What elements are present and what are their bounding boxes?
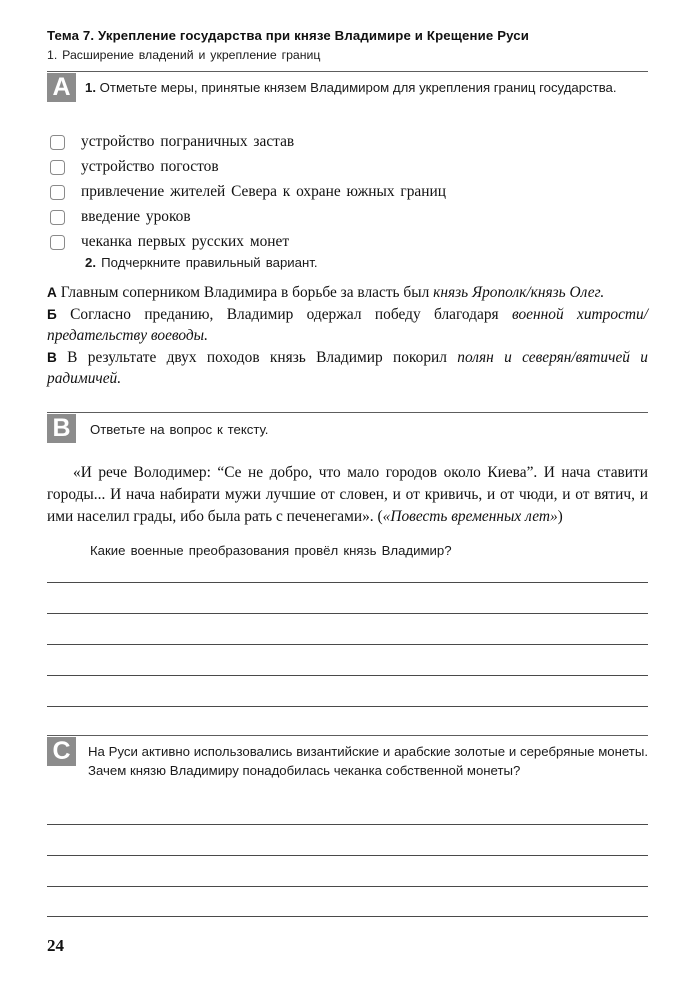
option-label: устройство погостов xyxy=(81,158,219,175)
variant-text: В результате двух походов князь Владимир покорил xyxy=(67,348,458,366)
checkbox-icon[interactable] xyxy=(50,210,65,225)
variant-row[interactable] xyxy=(47,282,648,304)
section-divider-b xyxy=(47,412,648,413)
variant-marker: В xyxy=(47,349,57,365)
variant-row[interactable] xyxy=(47,304,648,347)
document-header xyxy=(47,28,647,62)
checkbox-icon[interactable] xyxy=(50,235,65,250)
variant-choices[interactable]: князь Ярополк/князь Олег. xyxy=(433,284,605,301)
section-c-question: На Руси активно использовались византийские и арабские золотые и серебряные монеты. Зачем князю Владимиру понадобилась чеканка собственной монеты? xyxy=(88,744,648,779)
section-badge-a: A xyxy=(47,73,76,102)
list-item[interactable] xyxy=(50,231,648,256)
task-2-prompt xyxy=(85,255,318,270)
section-b-heading: Ответьте на вопрос к тексту. xyxy=(90,422,269,437)
checkbox-icon[interactable] xyxy=(50,135,65,150)
checkbox-icon[interactable] xyxy=(50,160,65,175)
answer-line[interactable] xyxy=(47,644,648,645)
quote-body: «И рече Володимер: “Се не добро, что мало городов около Киева”. И нача ставити городы... И нача набирати мужи лучшие от словен, и от кривичь, и от чюди, и от вятич, и ими населил грады, ибо была рать с печенегами». ( xyxy=(47,464,648,525)
answer-line[interactable] xyxy=(47,916,648,917)
option-label: чеканка первых русских монет xyxy=(81,233,290,250)
task-1-number: 1. xyxy=(85,80,96,95)
option-label: устройство пограничных застав xyxy=(81,133,295,150)
task-1-prompt xyxy=(85,79,648,98)
task-1-text: Отметьте меры, принятые князем Владимиром для укрепления границ государства. xyxy=(99,80,617,95)
page-number: 24 xyxy=(47,936,64,955)
page-subtitle: 1. Расширение владений и укрепление границ xyxy=(47,47,321,62)
answer-line[interactable] xyxy=(47,824,648,825)
variant-text: Согласно преданию, Владимир одержал победу благодаря xyxy=(70,305,512,323)
list-item[interactable] xyxy=(50,206,648,231)
variant-list xyxy=(47,282,648,390)
task-2-number: 2. xyxy=(85,255,96,270)
list-item[interactable] xyxy=(50,181,648,206)
quote-tail: ) xyxy=(557,508,563,525)
page-title: Тема 7. Укрепление государства при князе Владимире и Крещение Руси xyxy=(47,28,530,43)
answer-line[interactable] xyxy=(47,613,648,614)
variant-text: Главным соперником Владимира в борьбе за власть был xyxy=(60,284,434,301)
section-divider-c xyxy=(47,735,648,736)
answer-line[interactable] xyxy=(47,886,648,887)
section-b-question: Какие военные преобразования провёл князь Владимир? xyxy=(90,543,452,558)
answer-line[interactable] xyxy=(47,582,648,583)
variant-marker: А xyxy=(47,285,57,300)
variant-marker: Б xyxy=(47,306,57,322)
answer-line[interactable] xyxy=(47,706,648,707)
source-quote xyxy=(47,462,648,528)
answer-line[interactable] xyxy=(47,855,648,856)
checkbox-option-list xyxy=(50,131,648,256)
answer-line[interactable] xyxy=(47,675,648,676)
quote-source: «Повесть временных лет» xyxy=(382,508,558,525)
section-divider-a xyxy=(47,71,648,72)
section-badge-c: C xyxy=(47,737,76,766)
list-item[interactable] xyxy=(50,156,648,181)
section-badge-b: B xyxy=(47,414,76,443)
variant-choices[interactable]: полян и северян/вятичей и радимичей. xyxy=(47,348,648,387)
checkbox-icon[interactable] xyxy=(50,185,65,200)
variant-row[interactable] xyxy=(47,347,648,390)
variant-choices[interactable]: военной хитрости/предательству воеводы. xyxy=(47,305,648,344)
option-label: введение уроков xyxy=(81,208,191,225)
task-2-text: Подчеркните правильный вариант. xyxy=(101,255,318,270)
option-label: привлечение жителей Севера к охране южных границ xyxy=(81,183,446,200)
list-item[interactable] xyxy=(50,131,648,156)
